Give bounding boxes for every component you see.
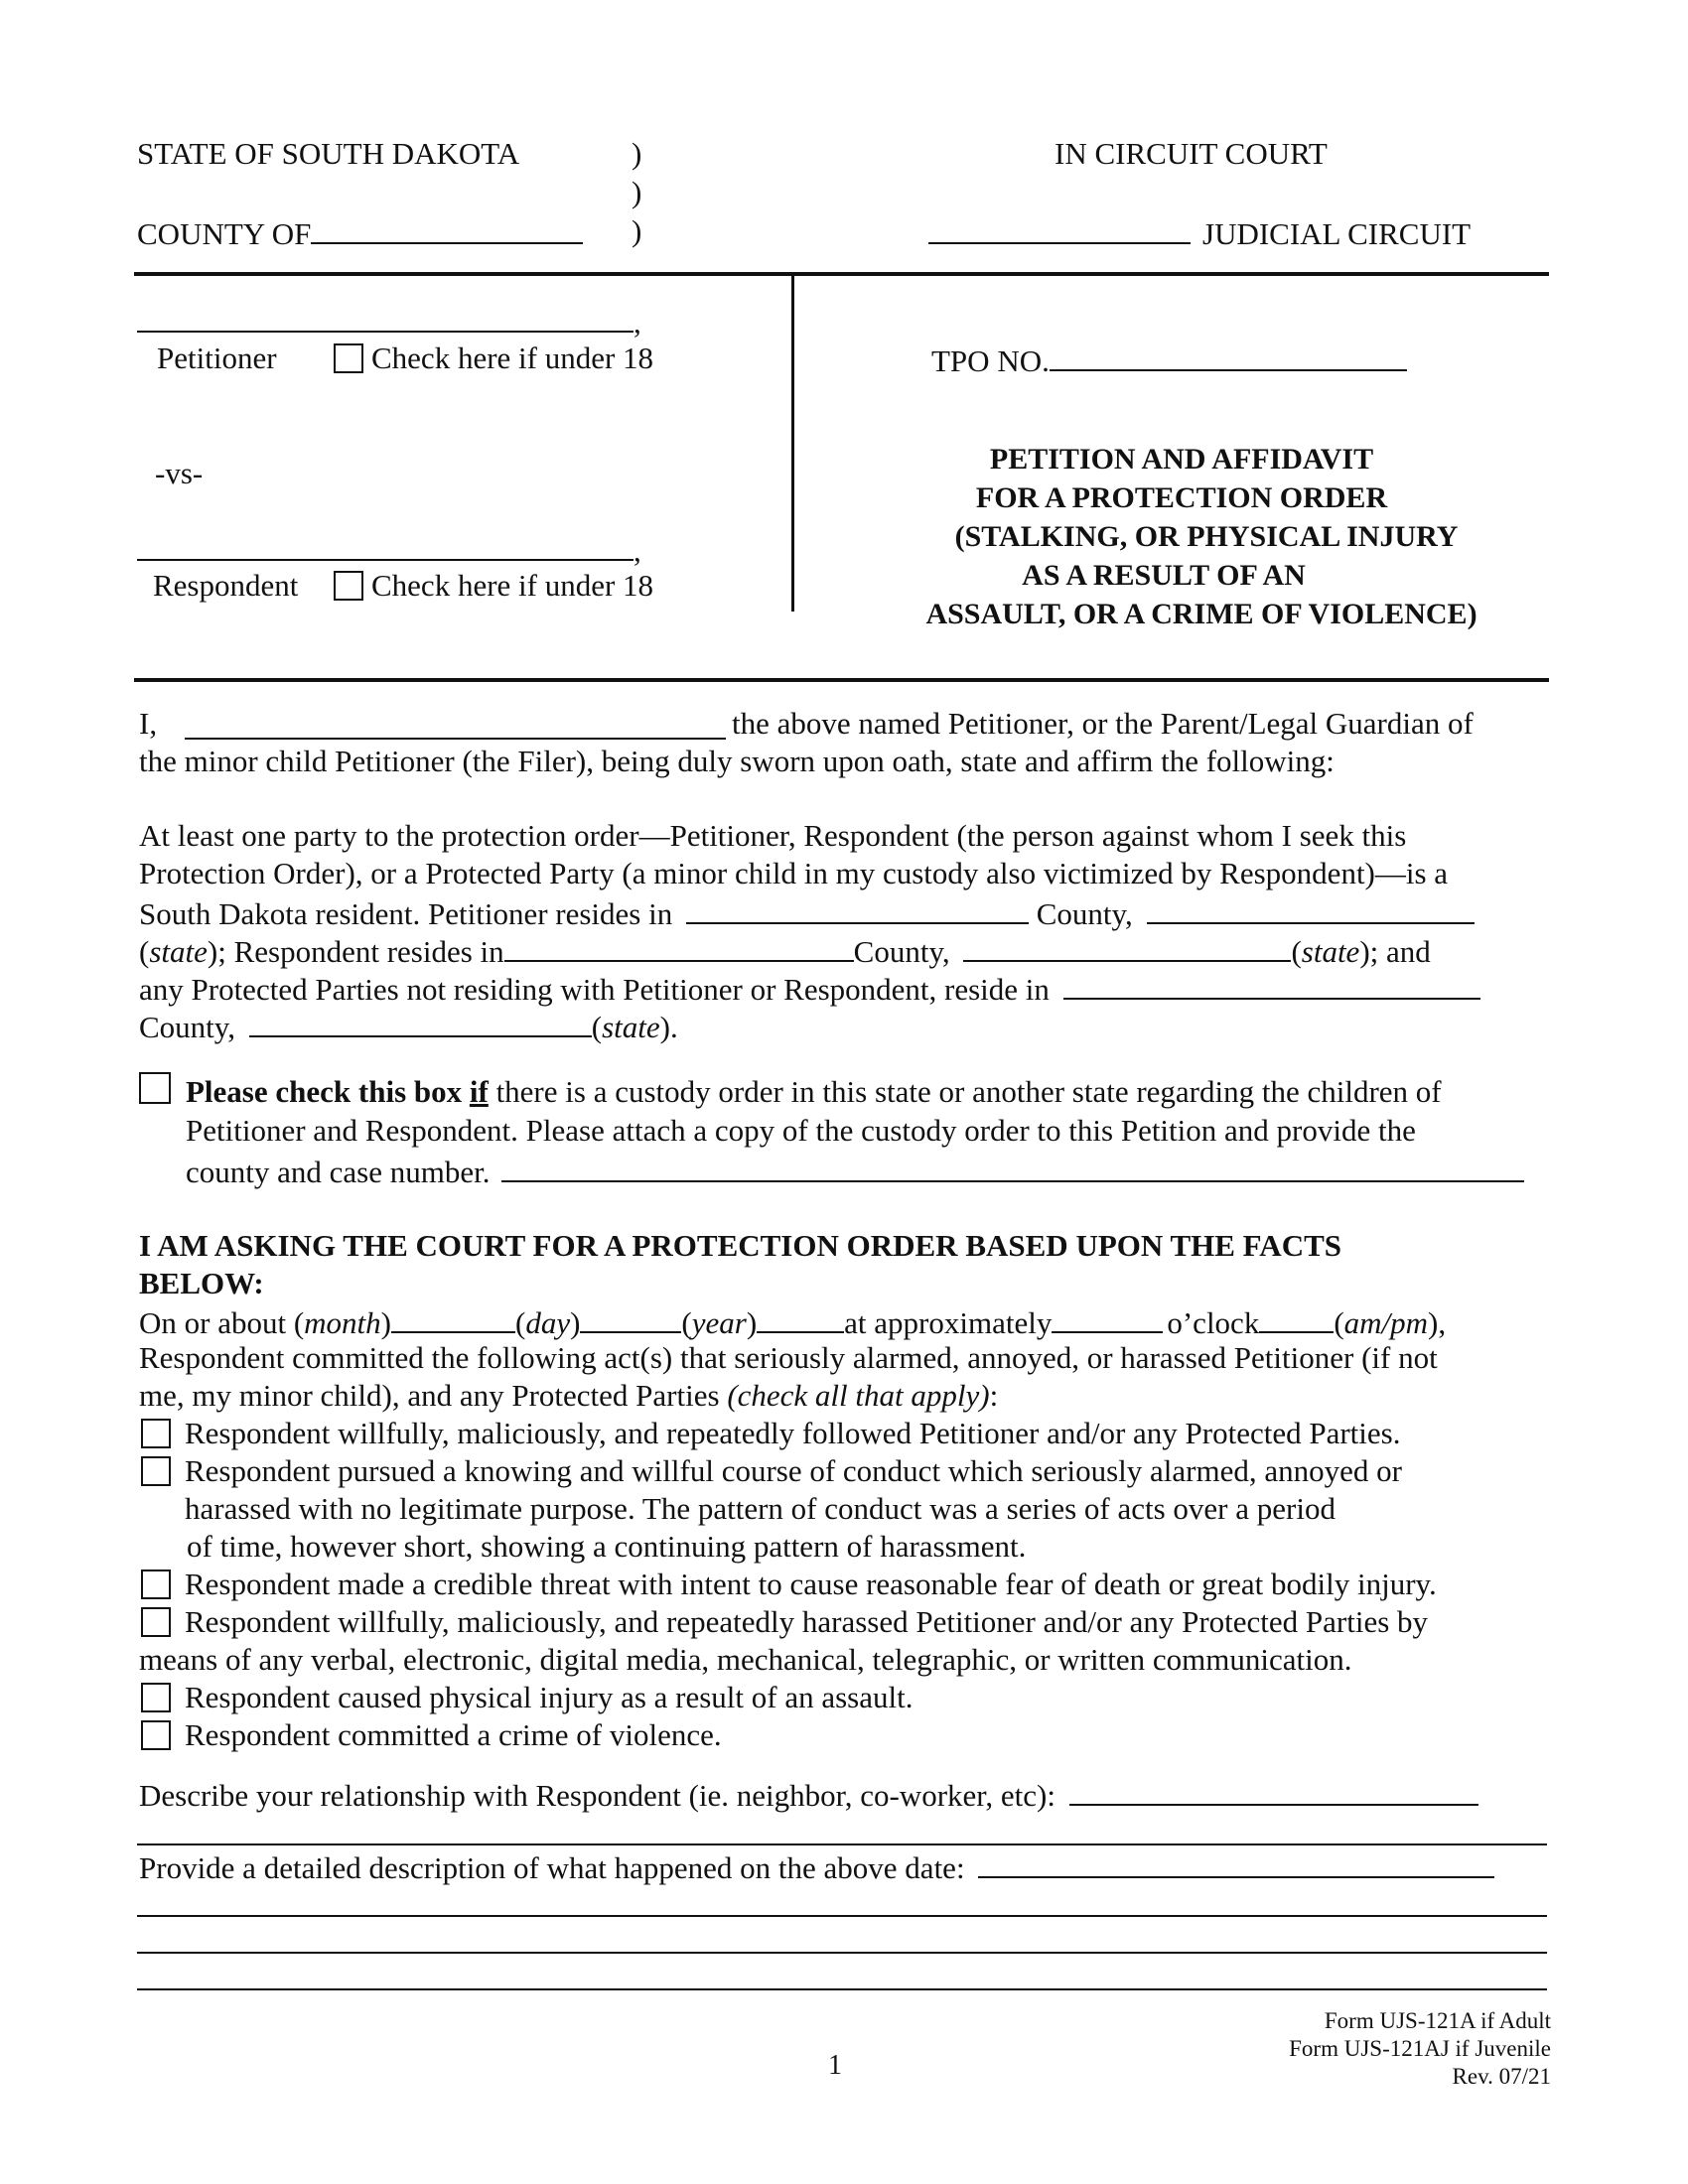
ampm-label: am/pm [1343,1305,1429,1340]
custody-case-field[interactable] [501,1151,1524,1182]
facts-heading: I AM ASKING THE COURT FOR A PROTECTION ORDER BASED UPON THE FACTS [139,1228,1341,1263]
county-field[interactable] [311,212,583,244]
act-checkbox-physical-injury[interactable] [141,1683,171,1712]
petitioner-label: Petitioner [157,341,277,375]
period: . [670,1010,678,1044]
respondent-label: Respondent [153,568,299,603]
act-crime-of-violence: Respondent committed a crime of violence. [185,1717,722,1752]
description-label: Provide a detailed description of what happened on the above date: [139,1850,965,1885]
act-course-of-conduct: harassed with no legitimate purpose. The pattern of conduct was a series of acts over a period [185,1491,1336,1526]
custody-order-checkbox[interactable] [139,1072,171,1104]
relationship-label: Describe your relationship with Respondent (ie. neighbor, co-worker, etc): [139,1778,1055,1813]
year-field[interactable] [757,1301,844,1333]
act-harassed: Respondent willfully, maliciously, and repeatedly harassed Petitioner and/or any Protected Parties by [185,1604,1429,1639]
month-field[interactable] [391,1301,515,1333]
act-checkbox-harassed[interactable] [141,1607,171,1637]
relationship-extra-line[interactable] [137,1843,1547,1845]
state-label: state [602,1010,660,1044]
residence-protected [139,968,1480,1009]
tpo-number-field[interactable] [1050,340,1407,371]
form-id-juvenile: Form UJS-121AJ if Juvenile [1289,2036,1551,2061]
relationship-field[interactable] [1069,1774,1478,1806]
year-label: year [691,1305,747,1340]
form-title-line: (STALKING, OR PHYSICAL INJURY [954,520,1459,553]
month-label: month [304,1305,381,1340]
respondent-name-field[interactable] [137,559,633,561]
filer-name-field[interactable] [185,738,726,740]
state-label: state [149,934,208,969]
circuit-label: JUDICIAL CIRCUIT [1202,216,1472,251]
petitioner-name-field[interactable] [137,331,633,333]
residence-text: any Protected Parties not residing with Petitioner or Respondent, reside in [139,972,1050,1007]
respondent-county-field[interactable] [963,930,1291,962]
court-name: IN CIRCUIT COURT [1055,136,1328,171]
paren: ) [632,175,642,209]
form-title-line: ASSAULT, OR A CRIME OF VIOLENCE) [925,598,1477,630]
petitioner-under18-checkbox[interactable] [334,343,363,373]
colon: : [989,1378,999,1413]
respondent-under18-checkbox[interactable] [334,571,363,601]
act-followed: Respondent willfully, maliciously, and repeatedly followed Petitioner and/or any Protected Parties. [185,1416,1401,1450]
comma: , [633,305,641,340]
act-threat: Respondent made a credible threat with intent to cause reasonable fear of death or great bodily injury. [185,1567,1437,1601]
residence-text: ; Respondent resides in [217,934,504,969]
act-checkbox-crime-of-violence[interactable] [141,1720,171,1750]
protected-county-field[interactable] [249,1006,592,1037]
custody-text [186,1073,1442,1111]
intro-text: the minor child Petitioner (the Filer), being duly sworn upon oath, state and affirm the following: [139,744,1335,778]
circuit-number-field[interactable] [928,212,1191,244]
intro-i: I, [139,706,158,741]
day-label: day [525,1305,571,1340]
protected-city-field[interactable] [1063,968,1480,1000]
residence-text: At least one party to the protection order—Petitioner, Respondent (the person against whom I seek this [139,818,1407,853]
petitioner-under18 [334,340,653,377]
custody-case [186,1151,1524,1191]
respondent-under18 [334,567,653,605]
paren: ) [632,136,642,171]
comma: , [633,533,641,568]
check-all-label: (check all that apply) [727,1378,990,1413]
page-number: 1 [828,2050,842,2081]
act-harassed: means of any verbal, electronic, digital media, mechanical, telegraphic, or written communication. [139,1642,1352,1677]
act-course-of-conduct: of time, however short, showing a continuing pattern of harassment. [187,1529,1027,1564]
facts-text: me, my minor child), and any Protected Parties [139,1378,720,1413]
description-line [139,1846,1494,1887]
facts-text: On or about [139,1305,287,1340]
form-title-line: FOR A PROTECTION ORDER [975,481,1388,514]
form-id-adult: Form UJS-121A if Adult [1324,2008,1551,2033]
custody-bold: Please check this box [186,1074,463,1109]
residence-protected-county: County, (state). [139,1006,678,1046]
description-line-4[interactable] [137,1988,1547,1990]
act-checkbox-followed[interactable] [141,1419,171,1448]
time-field[interactable] [1052,1301,1163,1333]
relationship-line [139,1774,1478,1815]
residence-petitioner [139,892,1475,933]
circuit-line [928,212,1471,253]
facts-text: at approximately [844,1305,1053,1340]
vs-label: -vs- [155,456,204,490]
comma: , [1438,1305,1447,1340]
residence-text: Protection Order), or a Protected Party (a minor child in my custody also victimized by Respondent)—is a [139,856,1449,890]
county-label: COUNTY OF [137,216,312,251]
tpo-line [931,340,1407,380]
day-field[interactable] [580,1301,681,1333]
county-line [137,212,583,253]
custody-text-line: there is a custody order in this state or another state regarding the children of [495,1074,1442,1109]
residence-text: ; and [1369,934,1431,969]
tpo-label: TPO NO. [931,343,1050,378]
custody-text-line: county and case number. [186,1155,491,1189]
respondent-city-field[interactable] [504,930,854,962]
county-label: County, [139,1010,236,1044]
description-field[interactable] [978,1846,1494,1878]
residence-text: South Dakota resident. Petitioner resides in [139,896,673,931]
petitioner-city-field[interactable] [686,892,1029,924]
petitioner-county-field[interactable] [1147,892,1475,924]
under18-label: Check here if under 18 [371,568,654,603]
ampm-field[interactable] [1259,1301,1334,1333]
paren: ) [632,213,642,248]
residence-respondent: (state); Respondent resides in County, (state); and [139,930,1431,971]
caption-rule [134,678,1549,682]
caption-divider [791,274,794,612]
custody-text-line: Petitioner and Respondent. Please attach a copy of the custody order to this Petition and provide the [186,1113,1416,1148]
header-rule [134,272,1549,276]
form-title-line: PETITION AND AFFIDAVIT [989,443,1374,476]
state-label: state [1301,934,1360,969]
revision: Rev. 07/21 [1452,2064,1551,2089]
facts-apply [139,1377,998,1415]
intro-text: the above named Petitioner, or the Parent/Legal Guardian of [732,706,1474,741]
act-checkbox-threat[interactable] [141,1570,171,1599]
county-label: County, [1036,896,1133,931]
under18-label: Check here if under 18 [371,341,654,375]
facts-text: Respondent committed the following act(s) that seriously alarmed, annoyed, or harassed Petitioner (if not [139,1340,1438,1375]
incident-datetime: On or about (month) (day) (year) at approximately o’clock (am/pm), [139,1301,1446,1342]
form-title-line: AS A RESULT OF AN [1022,559,1306,592]
description-line-3[interactable] [137,1952,1547,1954]
facts-heading: BELOW: [139,1266,264,1300]
description-line-2[interactable] [137,1915,1547,1917]
custody-if: if [469,1074,489,1109]
act-physical-injury: Respondent caused physical injury as a result of an assault. [185,1680,914,1714]
act-checkbox-course-of-conduct[interactable] [141,1456,171,1486]
act-course-of-conduct: Respondent pursued a knowing and willful course of conduct which seriously alarmed, annoyed or [185,1453,1402,1488]
state-name: STATE OF SOUTH DAKOTA [137,136,520,171]
facts-text: o’clock [1167,1305,1260,1340]
county-label: County, [853,934,950,969]
